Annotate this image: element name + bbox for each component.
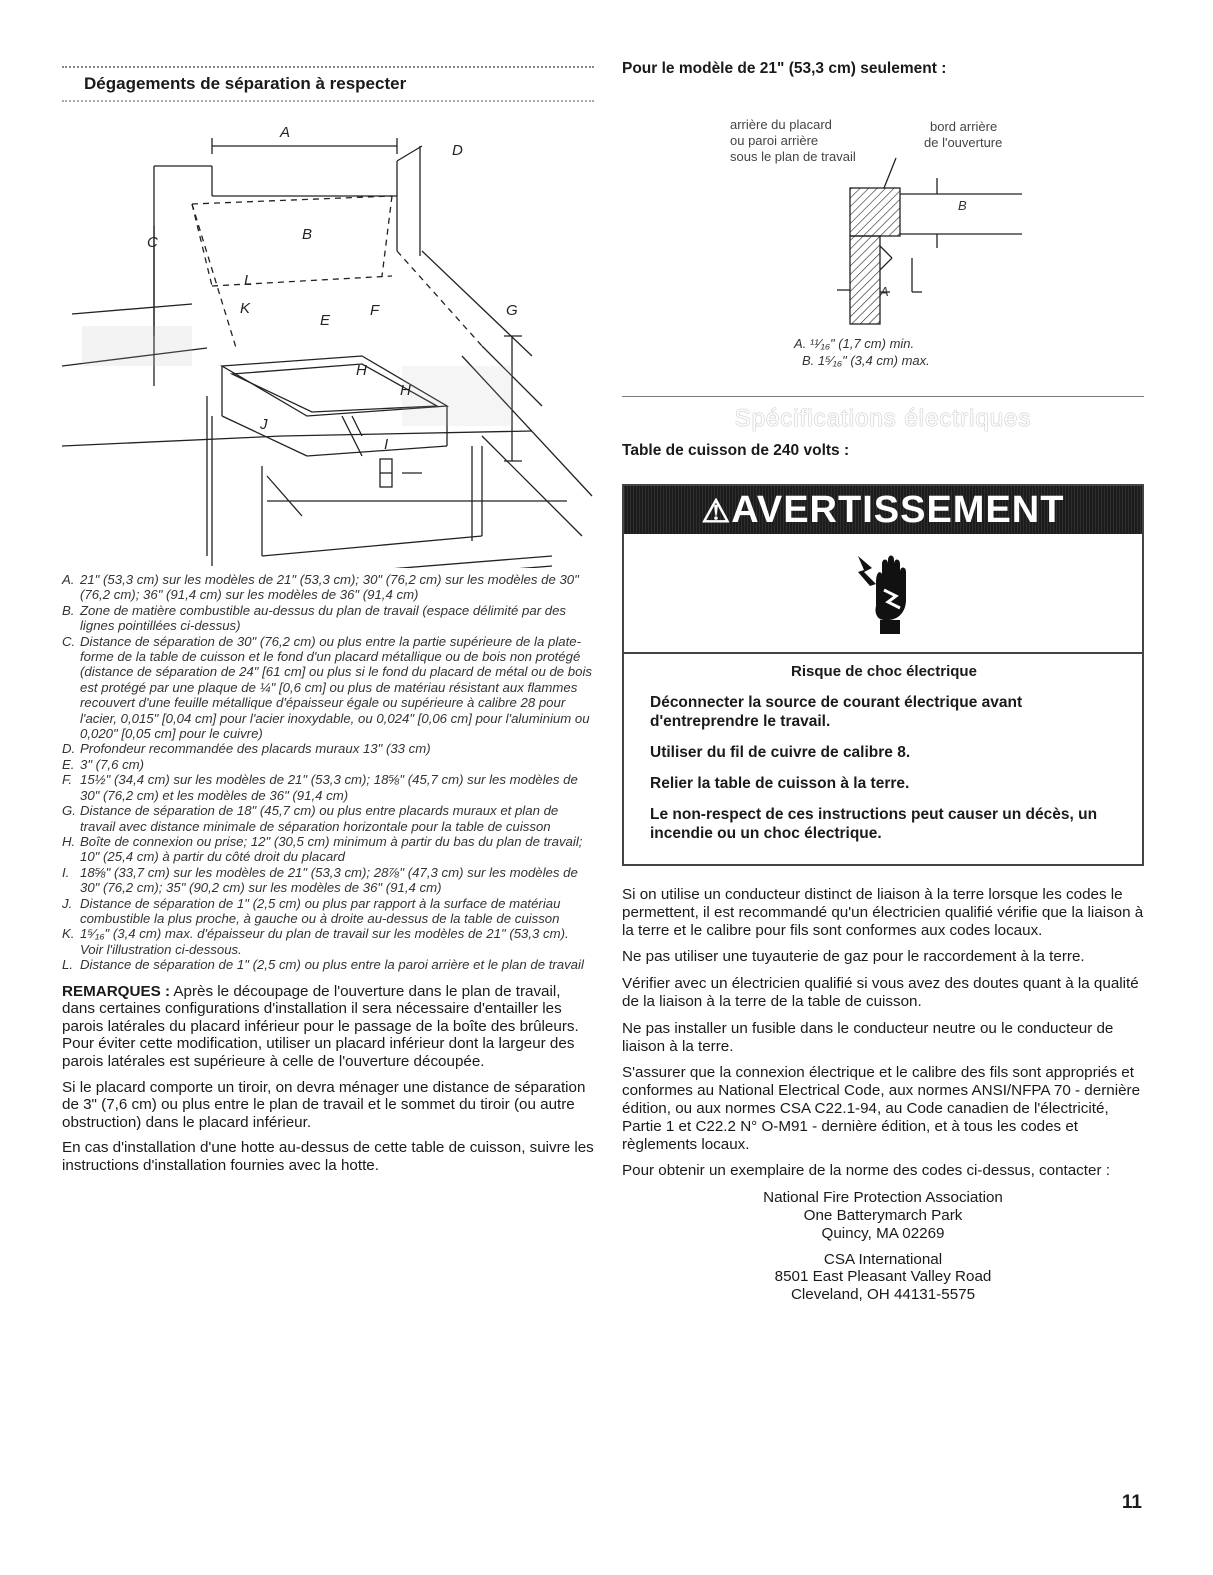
legend-text: 3" (7,6 cm) xyxy=(80,756,145,772)
elec-paragraph: Pour obtenir un exemplaire de la norme des codes ci-dessus, contacter : xyxy=(622,1162,1110,1180)
address-line: One Batterymarch Park xyxy=(803,1206,963,1224)
address-line: Quincy, MA 02269 xyxy=(821,1224,945,1242)
section-divider xyxy=(622,396,1144,397)
warning-line: Relier la table de cuisson à la terre. xyxy=(650,775,910,792)
address-nfpa xyxy=(622,1189,1144,1242)
warning-triangle-icon: ⚠ xyxy=(701,493,732,529)
warning-line: Utiliser du fil de cuivre de calibre 8. xyxy=(650,744,911,761)
elec-paragraph: Ne pas installer un fusible dans le conducteur neutre ou le conducteur de liaison à la terre. xyxy=(622,1019,1114,1055)
clearance-drawing xyxy=(62,116,594,568)
address-line: Cleveland, OH 44131-5575 xyxy=(790,1286,976,1304)
legend-key: B. xyxy=(62,602,75,618)
legend-key: F. xyxy=(62,772,73,788)
legend-text: Distance de séparation de 1" (2,5 cm) ou plus entre la paroi arrière et le plan de travail xyxy=(80,957,584,973)
legend-text: Zone de matière combustible au-dessus du plan de travail (espace délimité par des lignes pointillées ci-dessus) xyxy=(80,602,567,634)
legend-key: J. xyxy=(62,895,73,911)
warning-body xyxy=(624,654,1142,843)
legend-text: Distance de séparation de 1" (2,5 cm) ou plus par rapport à la surface de matériau combustible la plus proche, à gauche ou à droite au-dessus de la table de cuisson xyxy=(80,895,561,926)
legend-key: I. xyxy=(62,864,70,880)
diagram-label-g: G xyxy=(506,302,518,319)
diagram-label-l: L xyxy=(244,272,253,289)
electric-shock-hand-icon xyxy=(850,550,920,640)
legend-item xyxy=(62,865,594,896)
legend-item xyxy=(62,957,594,972)
warning-band xyxy=(624,486,1142,534)
diagram-label-e: E xyxy=(320,312,331,329)
legend-item xyxy=(62,741,594,756)
remarques-label: REMARQUES : xyxy=(62,982,171,1000)
diagram-label-h-right: H xyxy=(400,382,411,399)
warning-line: Le non-respect de ces instructions peut causer un décès, un incendie ou un choc électrique. xyxy=(650,806,1098,842)
legend-text: Profondeur recommandée des placards muraux 13" (33 cm) xyxy=(80,741,431,757)
warning-icon-area xyxy=(624,534,1142,654)
notes xyxy=(62,983,594,1175)
table-240v-heading: Table de cuisson de 240 volts : xyxy=(622,442,850,459)
legend-key: A. xyxy=(62,572,75,587)
cab-label-a: A xyxy=(880,284,889,299)
legend-item xyxy=(62,757,594,772)
cab-label-right-2: de l'ouverture xyxy=(924,135,1003,150)
legend-key: G. xyxy=(62,803,76,819)
legend-text: 1⁵⁄₁₆" (3,4 cm) max. d'épaisseur du plan de travail sur les modèles de 21" (53,3 cm). Voir l'illustration ci-dessous. xyxy=(80,926,569,957)
address-csa xyxy=(622,1251,1144,1304)
cabinet-detail-diagram xyxy=(622,78,1150,368)
diagram-label-j: J xyxy=(260,416,268,433)
note-paragraph: Si le placard comporte un tiroir, on devra ménager une distance de séparation de 3" (7,6 cm) ou plus entre le plan de travail et le sommet du tiroir (ou autre obstruction) dans le placard inférieur. xyxy=(62,1078,586,1131)
legend-item xyxy=(62,603,594,634)
address-line: 8501 East Pleasant Valley Road xyxy=(774,1268,992,1286)
elec-paragraph: Ne pas utiliser une tuyauterie de gaz pour le raccordement à la terre. xyxy=(622,948,1085,966)
page-number: 11 xyxy=(1121,1492,1142,1513)
cab-label-left-1: arrière du placard xyxy=(730,117,832,132)
cab-caption-b: B. 1⁵⁄₁₆" (3,4 cm) max. xyxy=(802,353,930,368)
clearance-diagram xyxy=(62,116,594,568)
legend-text: 21" (53,3 cm) sur les modèles de 21" (53,3 cm); 30" (76,2 cm) sur les modèles de 30" (76,2 cm); 36" (91,4 cm) sur les modèles de 36" (91,4 cm) xyxy=(80,572,579,603)
diagram-label-a: A xyxy=(280,124,291,141)
note-paragraph: En cas d'installation d'une hotte au-dessus de cette table de cuisson, suivre les instructions d'installation fournies avec la hotte. xyxy=(62,1139,594,1174)
cab-label-right-1: bord arrière xyxy=(930,119,998,134)
legend-text: Distance de séparation de 18" (45,7 cm) ou plus entre placards muraux et plan de travail avec distance minimale de séparation horizontale pour la table de cuisson xyxy=(80,803,559,834)
legend-item xyxy=(62,926,594,957)
section-header xyxy=(62,66,594,102)
note-paragraph xyxy=(62,983,594,1071)
left-column xyxy=(62,60,594,1183)
diagram-label-i: I xyxy=(384,436,389,453)
diagram-label-h-top: H xyxy=(356,362,367,379)
note-text: Après le découpage de l'ouverture dans le plan de travail, dans certaines configurations d'installation il sera nécessaire d'entailler les parois latérales du placard inférieur pour le passage de la boîte des brûleurs. Pour éviter cette modification, utiliser un placard inférieur dont la largeur des parois latérales est supérieure à celle de l'ouverture découpée. xyxy=(62,982,579,1070)
diagram-label-d: D xyxy=(452,142,463,159)
diagram-label-c: C xyxy=(147,234,158,251)
legend-text: Distance de séparation de 30" (76,2 cm) ou plus entre la partie supérieure de la plate-forme de la table de cuisson et le fond d'un placard métallique ou de bois non protégé (distance de séparation de 24" [61 cm] ou plus si le fond du placard de métal ou de bois est protégé par une plaque de ¼" [0,6 cm] ou plus de matériau résistant aux flammes recouvert d'une feuille métallique d'épaisseur égale ou supérieure à calibre 28 pour l'acier, 0,015" [0,04 cm] pour l'acier inoxydable, ou 0,024" [0,06 cm] pour l'aluminium ou 0,020" [0,05 cm] pour le cuivre) xyxy=(80,633,592,742)
legend-text: 18⅝" (33,7 cm) sur les modèles de 21" (53,3 cm); 28⅞" (47,3 cm) sur les modèles de 30" (76,2 cm); 35" (90,2 cm) sur les modèles de 36" (91,4 cm) xyxy=(80,864,578,896)
legend-key: D. xyxy=(62,741,76,757)
legend-item xyxy=(62,572,594,603)
model-21-heading: Pour le modèle de 21" (53,3 cm) seulement : xyxy=(622,60,947,77)
cab-caption-a: A. ¹¹⁄₁₆" (1,7 cm) min. xyxy=(794,336,915,351)
legend-text: Boîte de connexion ou prise; 12" (30,5 cm) minimum à partir du bas du plan de travail; 10" (25,4 cm) à partir du côté droit du placard xyxy=(80,833,583,865)
legend-item xyxy=(62,896,594,927)
right-column xyxy=(622,60,1150,368)
legend-item xyxy=(62,834,594,865)
section-title: Dégagements de séparation à respecter xyxy=(84,74,407,93)
electrical-text xyxy=(622,886,1144,1312)
address-line: National Fire Protection Association xyxy=(763,1189,1003,1207)
address-line: CSA International xyxy=(823,1250,943,1268)
legend-key: H. xyxy=(62,833,76,849)
warning-line: Déconnecter la source de courant électrique avant d'entreprendre le travail. xyxy=(650,694,1023,730)
warning-band-text: AVERTISSEMENT xyxy=(731,489,1065,531)
elec-paragraph: Vérifier avec un électricien qualifié si vous avez des doutes quant à la qualité de la liaison à la terre de la table de cuisson. xyxy=(622,975,1139,1010)
legend-key: E. xyxy=(62,756,75,772)
legend-item xyxy=(62,772,594,803)
cab-label-left-3: sous le plan de travail xyxy=(730,149,856,164)
warning-risk: Risque de choc électrique xyxy=(791,663,977,680)
legend-key: K. xyxy=(62,926,75,942)
cab-label-b: B xyxy=(958,198,967,213)
legend-item xyxy=(62,634,594,742)
diagram-label-k: K xyxy=(240,300,251,317)
elec-paragraph: S'assurer que la connexion électrique et le calibre des fils sont appropriés et conformes au National Electrical Code, aux normes ANSI/NFPA 70 - dernière édition, ou aux normes CSA C22.1-94, au Code canadien de l'électricité, Partie 1 et C22.2 N° O-M91 - dernière édition, et à tous les codes et règlements locaux. xyxy=(622,1064,1141,1153)
legend-text: 15½" (34,4 cm) sur les modèles de 21" (53,3 cm); 18⅝" (45,7 cm) sur les modèles de 30" (76,2 cm) et les modèles de 36" (91,4 cm) xyxy=(80,772,578,803)
legend-key: L. xyxy=(62,957,73,973)
diagram-legend xyxy=(62,572,594,973)
cab-label-left-2: ou paroi arrière xyxy=(730,133,819,148)
legend-key: C. xyxy=(62,633,76,649)
electrical-spec-title: Spécifications électriques xyxy=(734,405,1032,432)
diagram-label-f: F xyxy=(370,302,380,319)
legend-item xyxy=(62,803,594,834)
warning-box xyxy=(622,484,1144,866)
diagram-label-b: B xyxy=(302,226,313,243)
elec-paragraph: Si on utilise un conducteur distinct de liaison à la terre lorsque les codes le permettent, il est recommandé qu'un électricien qualifié vérifie que la liaison à la terre et le calibre pour fils sont conformes aux codes locaux. xyxy=(622,886,1144,939)
